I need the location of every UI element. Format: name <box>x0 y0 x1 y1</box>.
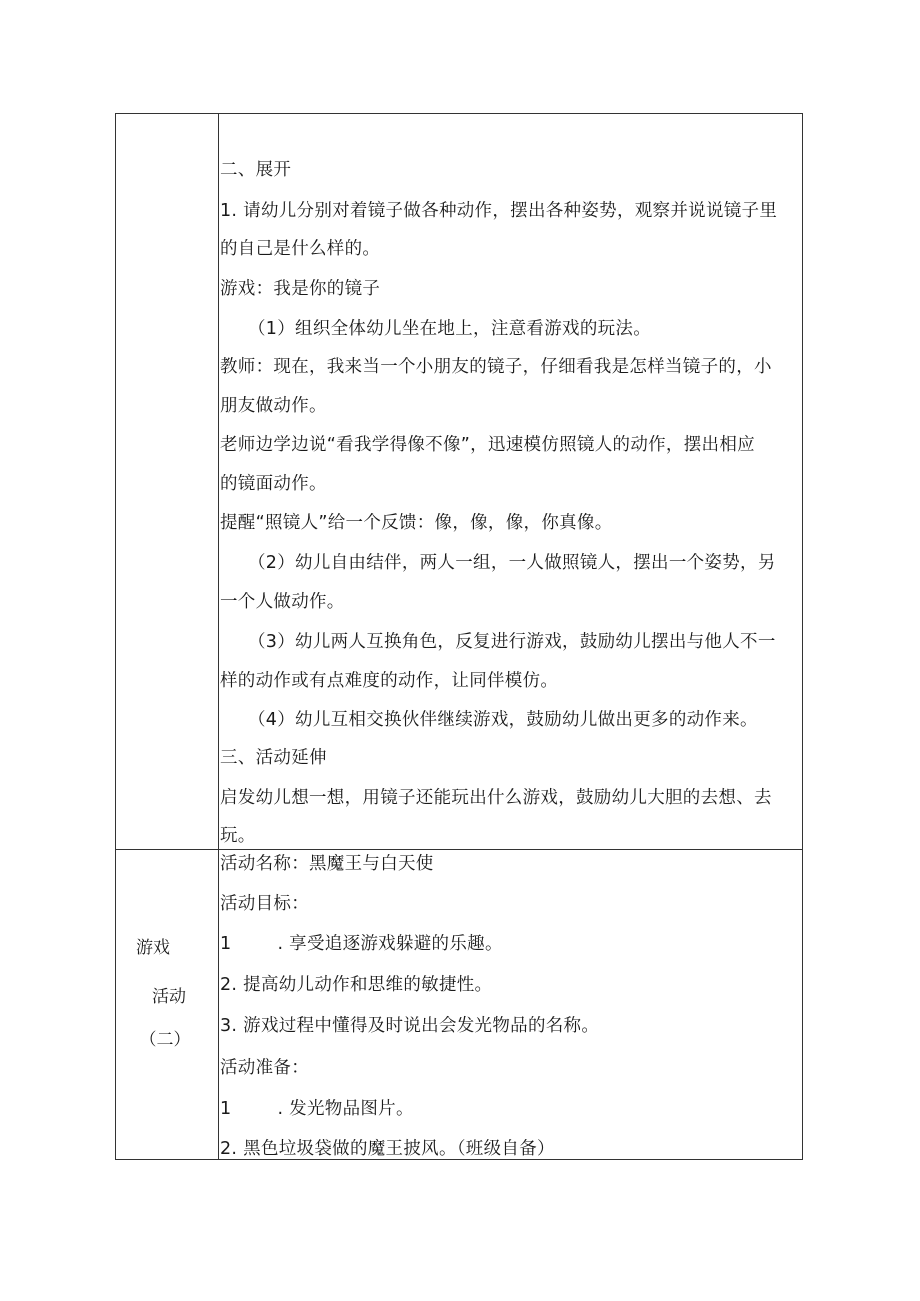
text-line: （3）幼儿两人互换角色，反复进行游戏，鼓励幼儿摆出与他人不一 <box>248 632 776 652</box>
goal-item-1 <box>220 933 503 955</box>
text-line: 的镜面动作。 <box>220 474 327 494</box>
activity-table <box>115 113 803 1160</box>
goal-item-1-number: 1 <box>220 934 232 954</box>
text-line: 教师：现在，我来当一个小朋友的镜子，仔细看我是怎样当镜子的，小 <box>220 357 772 377</box>
text-line: 一个人做动作。 <box>220 592 345 612</box>
text-line: 的自己是什么样的。 <box>220 239 381 259</box>
prep-heading: 活动准备： <box>220 1058 309 1078</box>
goal-item-1-text: . 享受追逐游戏躲避的乐趣。 <box>277 934 503 954</box>
prep-item-1 <box>220 1098 414 1120</box>
text-line: 玩。 <box>220 826 256 846</box>
text-line: 朋友做动作。 <box>220 396 327 416</box>
activity-name: 活动名称：黑魔王与白天使 <box>220 854 434 874</box>
goal-heading: 活动目标： <box>220 894 309 914</box>
text-line: 提醒“照镜人”给一个反馈：像，像，像，你真像。 <box>220 513 613 533</box>
row-label-line: 游戏 <box>136 938 170 958</box>
goal-item-3: 3. 游戏过程中懂得及时说出会发光物品的名称。 <box>220 1016 600 1036</box>
heading-expand: 二、展开 <box>220 160 292 180</box>
prep-item-1-text: . 发光物品图片。 <box>277 1099 414 1119</box>
text-line: （1）组织全体幼儿坐在地上，注意看游戏的玩法。 <box>248 319 652 339</box>
text-line: （2）幼儿自由结伴，两人一组，一人做照镜人，摆出一个姿势，另 <box>248 553 776 573</box>
goal-item-2: 2. 提高幼儿动作和思维的敏捷性。 <box>220 975 493 995</box>
text-line: 启发幼儿想一想，用镜子还能玩出什么游戏，鼓励幼儿大胆的去想、去 <box>220 788 772 808</box>
text-line: 1. 请幼儿分别对着镜子做各种动作，摆出各种姿势，观察并说说镜子里 <box>220 201 778 221</box>
prep-item-1-number: 1 <box>220 1099 232 1119</box>
text-line: 样的动作或有点难度的动作，让同伴模仿。 <box>220 671 559 691</box>
game-title: 游戏：我是你的镜子 <box>220 279 381 299</box>
row-divider <box>116 849 802 850</box>
prep-item-2: 2. 黑色垃圾袋做的魔王披风。（班级自备） <box>220 1139 555 1159</box>
row-label-line: （二） <box>139 1030 191 1050</box>
heading-extension: 三、活动延伸 <box>220 748 327 768</box>
text-line: （4）幼儿互相交换伙伴继续游戏，鼓励幼儿做出更多的动作来。 <box>248 710 758 730</box>
row-label-line: 活动 <box>152 987 186 1007</box>
text-line: 老师边学边说“看我学得像不像”，迅速模仿照镜人的动作，摆出相应 <box>220 435 755 455</box>
